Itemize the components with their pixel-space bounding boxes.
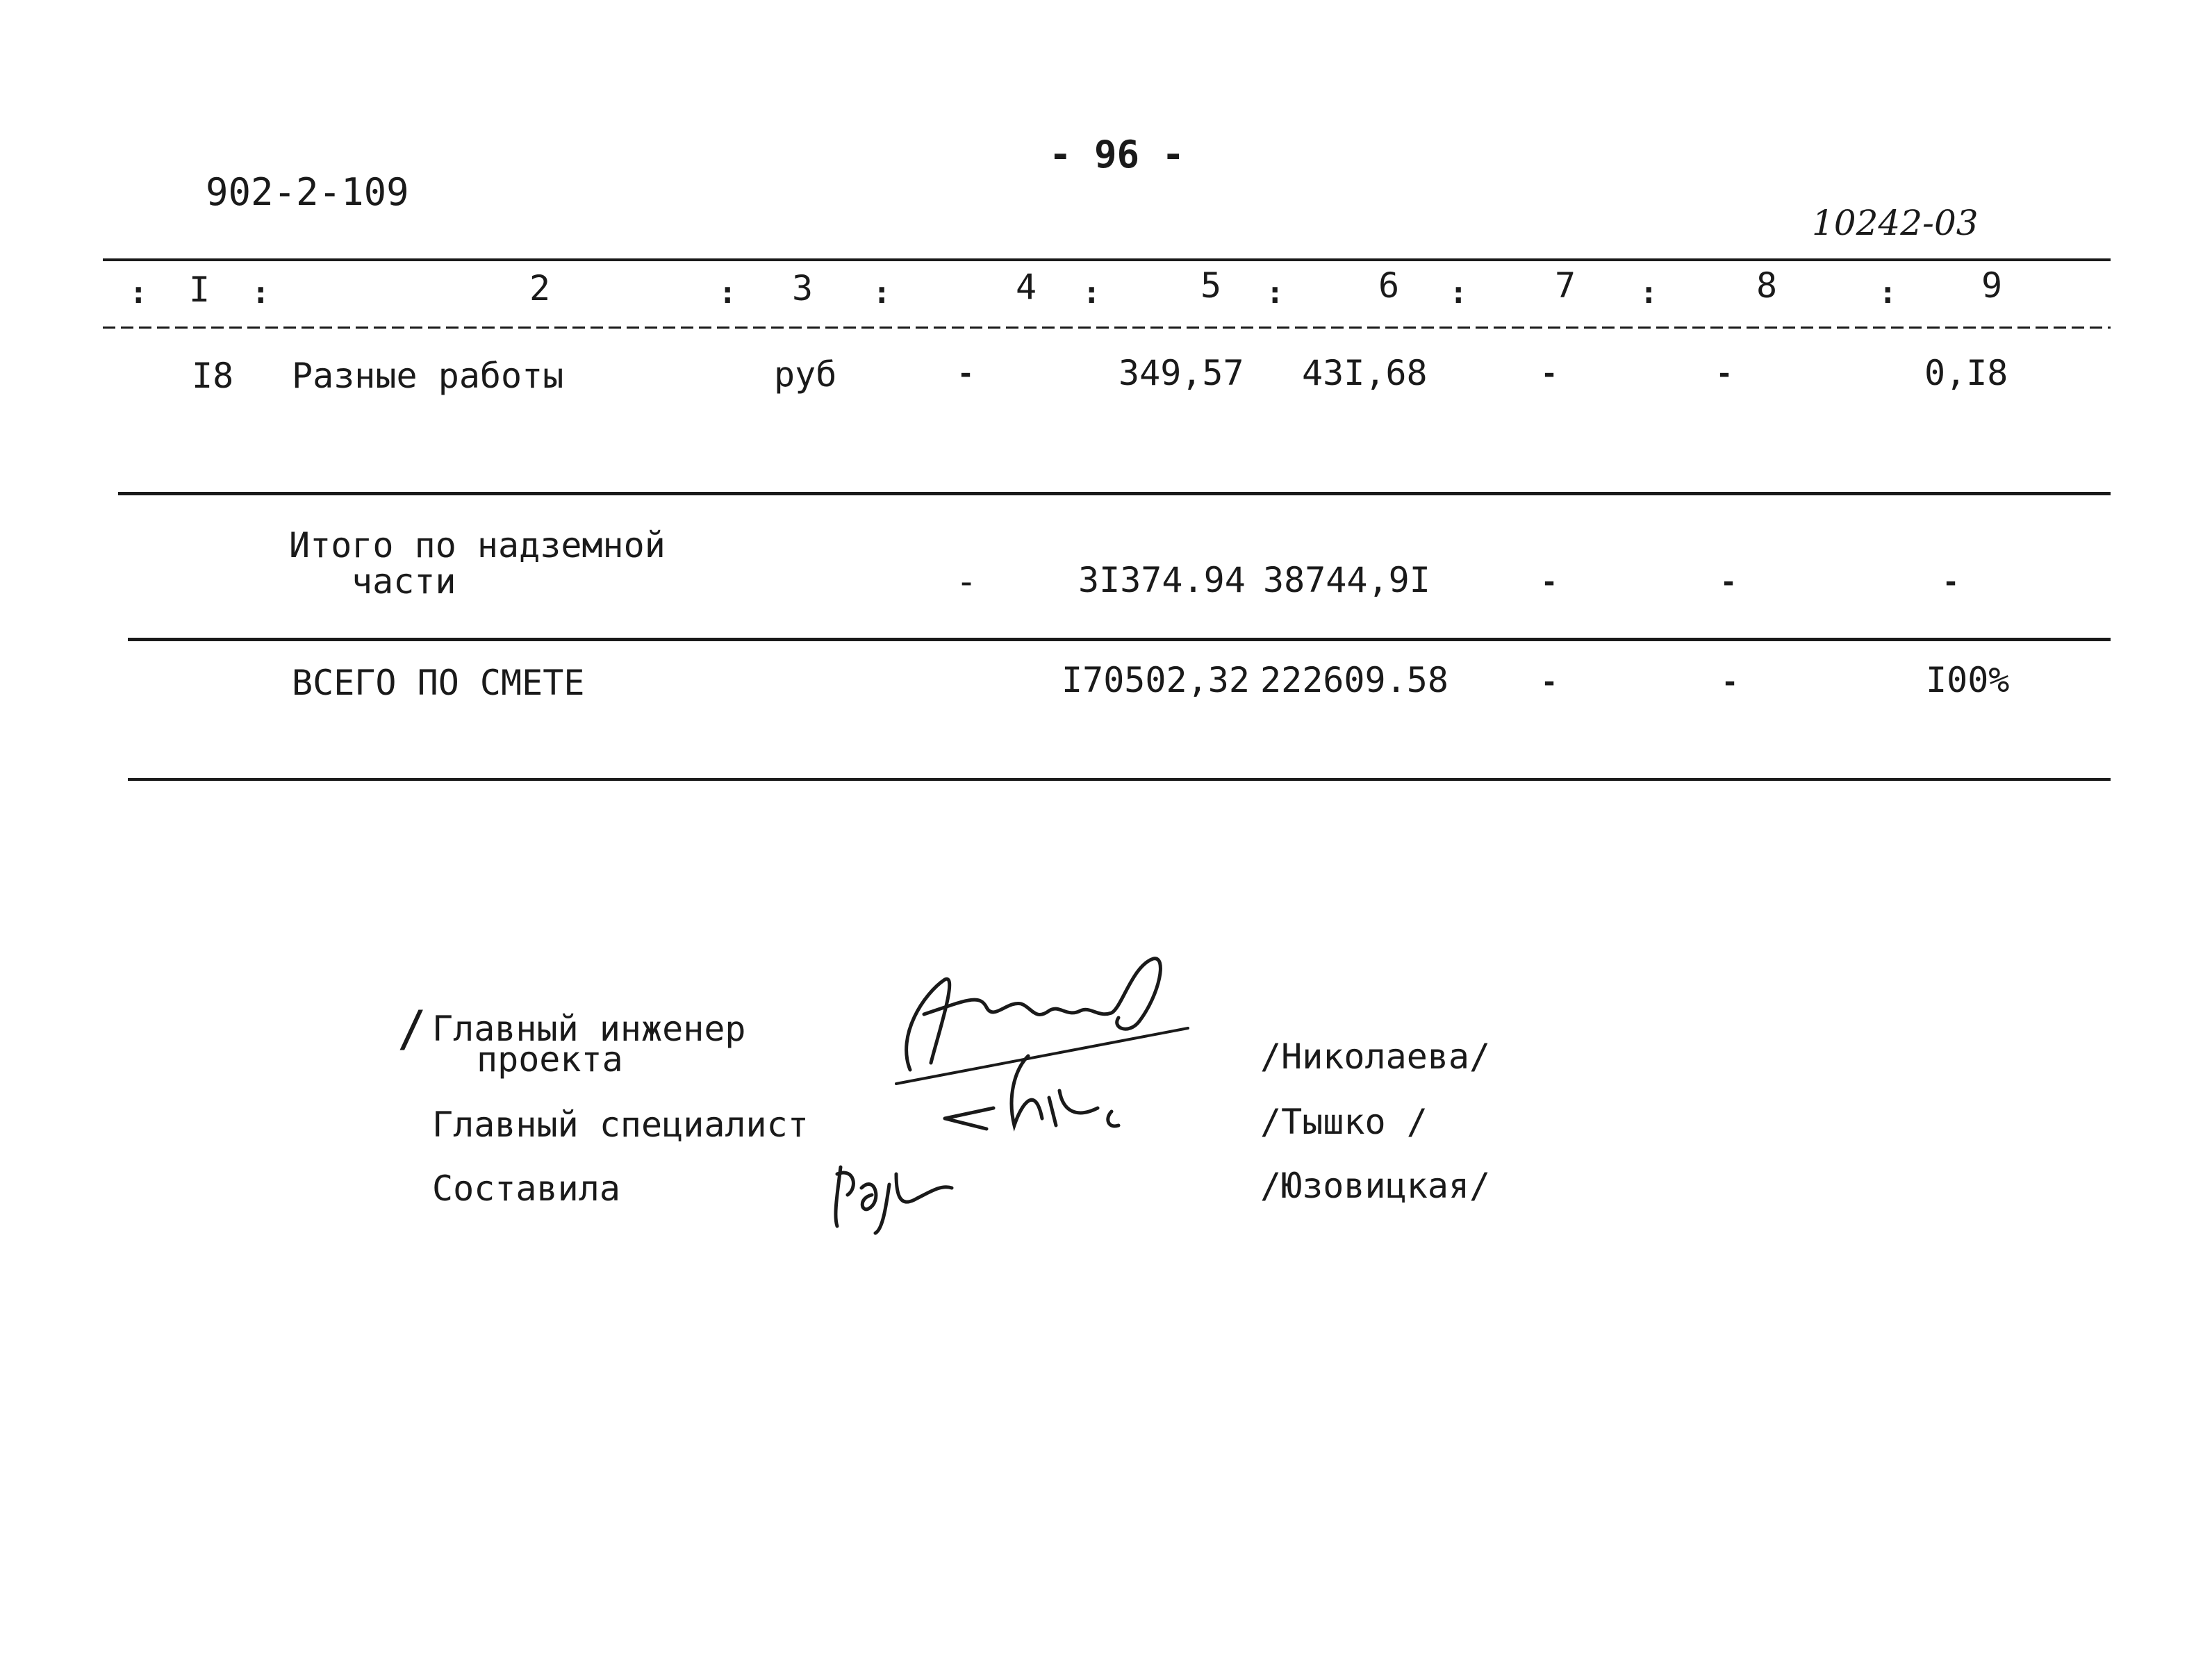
subtotal-col4: - <box>956 561 977 602</box>
signature-compiler <box>827 1146 966 1237</box>
total-col6: 222609.58 <box>1260 660 1448 700</box>
doc-code: 902-2-109 <box>206 170 409 214</box>
col-separator: : <box>1266 275 1285 311</box>
row-unit: руб <box>774 354 837 395</box>
table-top-rule <box>103 258 2111 261</box>
row-col4: - <box>957 358 975 390</box>
col-separator: : <box>1640 275 1658 311</box>
col-header-8: 8 <box>1756 265 1778 306</box>
signature-chief-specialist <box>938 1042 1146 1139</box>
signatory-role-cont: проекта <box>477 1039 623 1080</box>
row-col8: - <box>1716 358 1733 390</box>
col-separator: : <box>129 275 148 311</box>
subtotal-top-rule <box>118 492 2111 495</box>
subtotal-col8: - <box>1720 566 1738 598</box>
col-separator: : <box>873 275 891 311</box>
row-col9: 0,I8 <box>1924 353 2008 393</box>
col-header-7: 7 <box>1555 265 1576 306</box>
row-col6: 43I,68 <box>1302 353 1428 393</box>
subtotal-label-line1: Итого по надземной <box>289 525 666 565</box>
col-header-1: I <box>189 270 211 310</box>
handwritten-ref: 10242-03 <box>1812 203 1979 243</box>
col-separator: : <box>1449 275 1468 311</box>
col-separator: : <box>718 275 737 311</box>
total-top-rule <box>128 638 2111 641</box>
col-separator: : <box>1082 275 1101 311</box>
header-bottom-rule <box>103 327 2111 329</box>
table-bottom-rule <box>128 778 2111 781</box>
subtotal-col5: 3I374.94 <box>1078 560 1246 600</box>
signatory-name: /Тышко / <box>1260 1102 1428 1142</box>
col-header-2: 2 <box>529 268 551 308</box>
page-number: - 96 - <box>1049 133 1185 176</box>
subtotal-col7: - <box>1541 566 1558 598</box>
slash-mark: / <box>397 1000 427 1057</box>
col-header-6: 6 <box>1378 265 1400 306</box>
total-col8: - <box>1722 666 1739 698</box>
col-header-4: 4 <box>1016 267 1037 307</box>
col-separator: : <box>1879 275 1897 311</box>
subtotal-label-line2: части <box>352 561 456 602</box>
total-col7: - <box>1541 666 1558 698</box>
row-name: Разные работы <box>292 356 564 396</box>
col-header-5: 5 <box>1200 265 1222 306</box>
row-col5: 349,57 <box>1119 353 1244 393</box>
col-header-9: 9 <box>1981 265 2003 306</box>
signatory-name: /Николаева/ <box>1260 1036 1491 1077</box>
total-col9: I00% <box>1926 660 2010 700</box>
subtotal-col6: 38744,9I <box>1263 560 1430 600</box>
signatory-role: Главный специалист <box>432 1105 809 1145</box>
signatory-role: Составила <box>432 1168 620 1209</box>
col-separator: : <box>251 275 270 311</box>
col-header-3: 3 <box>792 268 814 308</box>
signatory-name: /Юзовицкая/ <box>1260 1166 1491 1206</box>
total-col5: I70502,32 <box>1062 660 1250 700</box>
row-number: I8 <box>192 356 234 396</box>
total-label: ВСЕГО ПО СМЕТЕ <box>292 663 585 703</box>
signatory-role: Главный инженер <box>432 1009 746 1049</box>
subtotal-col9: - <box>1942 566 1960 598</box>
row-col7: - <box>1541 358 1558 390</box>
